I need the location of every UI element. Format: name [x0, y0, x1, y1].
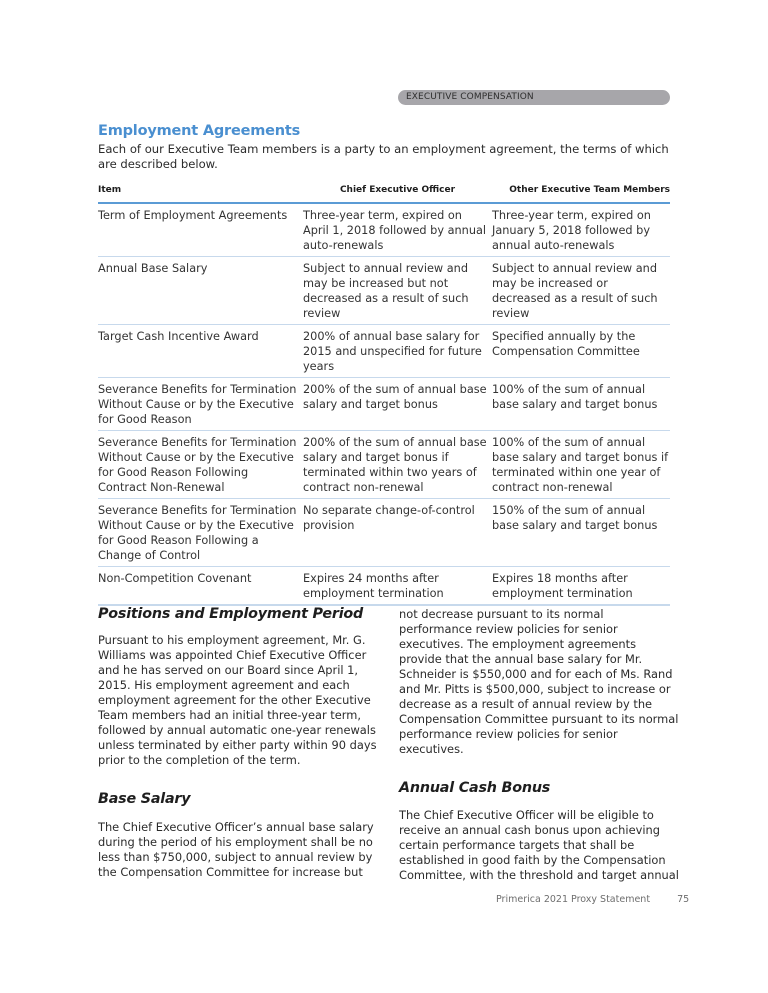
annual-cash-bonus-paragraph: The Chief Executive Officer will be eligible to receive an annual cash bonus upon achieving certain performance targets that shall be established in good faith by the Compensation Committee, with the threshold and target annual [399, 808, 679, 882]
table-row [98, 203, 670, 257]
row-other: Specified annually by the Compensation Committee [492, 325, 670, 378]
row-other: 100% of the sum of annual base salary and target bonus [492, 378, 670, 431]
row-ceo: 200% of the sum of annual base salary and target bonus [303, 378, 492, 431]
column-header-ceo: Chief Executive Officer [303, 183, 492, 203]
column-header-item: Item [98, 183, 303, 203]
table-row [98, 257, 670, 325]
row-ceo: 200% of the sum of annual base salary and target bonus if terminated within two years of contract non-renewal [303, 431, 492, 499]
row-other: 100% of the sum of annual base salary and target bonus if terminated within one year of contract non-renewal [492, 431, 670, 499]
row-ceo: Subject to annual review and may be increased but not decreased as a result of such review [303, 257, 492, 325]
table-row [98, 378, 670, 431]
publication-name: Primerica 2021 Proxy Statement [496, 894, 651, 905]
row-ceo: Expires 24 months after employment termination [303, 567, 492, 606]
page-footer [496, 894, 689, 905]
row-ceo: Three-year term, expired on April 1, 2018 followed by annual auto-renewals [303, 203, 492, 257]
row-ceo: No separate change-of-control provision [303, 499, 492, 567]
positions-paragraph: Pursuant to his employment agreement, Mr. G. Williams was appointed Chief Executive Officer and he has served on our Board since April 1, 2015. His employment agreement and each employment agreement for the other Executive Team members had an initial three-year term, followed by annual automatic one-year renewals unless terminated by either party within 90 days prior to the completion of the term. [98, 633, 377, 767]
table-row [98, 567, 670, 606]
row-other: Three-year term, expired on January 5, 2018 followed by annual auto-renewals [492, 203, 670, 257]
base-salary-heading: Base Salary [98, 791, 191, 807]
row-item: Severance Benefits for Termination Without Cause or by the Executive for Good Reason Following a Change of Control [98, 499, 303, 567]
row-item: Non-Competition Covenant [98, 567, 303, 606]
section-title: Employment Agreements [98, 123, 301, 139]
page-number: 75 [677, 894, 690, 905]
employment-agreements-table [98, 183, 670, 606]
positions-heading: Positions and Employment Period [98, 606, 364, 622]
row-other: Expires 18 months after employment termination [492, 567, 670, 606]
section-banner: EXECUTIVE COMPENSATION [398, 90, 670, 105]
base-salary-paragraph-1: The Chief Executive Officer’s annual base salary during the period of his employment shall be no less than $750,000, subject to annual review by the Compensation Committee for increase but [98, 820, 374, 879]
table-row [98, 431, 670, 499]
row-other: 150% of the sum of annual base salary and target bonus [492, 499, 670, 567]
row-ceo: 200% of annual base salary for 2015 and unspecified for future years [303, 325, 492, 378]
row-item: Term of Employment Agreements [98, 203, 303, 257]
left-column [98, 605, 378, 880]
row-item: Annual Base Salary [98, 257, 303, 325]
right-column [399, 607, 679, 883]
intro-paragraph: Each of our Executive Team members is a party to an employment agreement, the terms of which are described below. [98, 142, 669, 171]
base-salary-paragraph-2: not decrease pursuant to its normal performance review policies for senior executives. The employment agreements provide that the annual base salary for Mr. Schneider is $550,000 and for each of Ms. Rand and Mr. Pitts is $500,000, subject to increase or decrease as a result of annual review by the Compensation Committee pursuant to its normal performance review policies for senior executives. [399, 607, 679, 756]
row-item: Target Cash Incentive Award [98, 325, 303, 378]
table-row [98, 325, 670, 378]
annual-cash-bonus-heading: Annual Cash Bonus [399, 780, 551, 796]
row-other: Subject to annual review and may be increased or decreased as a result of such review [492, 257, 670, 325]
row-item: Severance Benefits for Termination Without Cause or by the Executive for Good Reason Following Contract Non-Renewal [98, 431, 303, 499]
row-item: Severance Benefits for Termination Without Cause or by the Executive for Good Reason [98, 378, 303, 431]
table-header-row [98, 183, 670, 203]
table-row [98, 499, 670, 567]
column-header-other: Other Executive Team Members [492, 183, 670, 203]
